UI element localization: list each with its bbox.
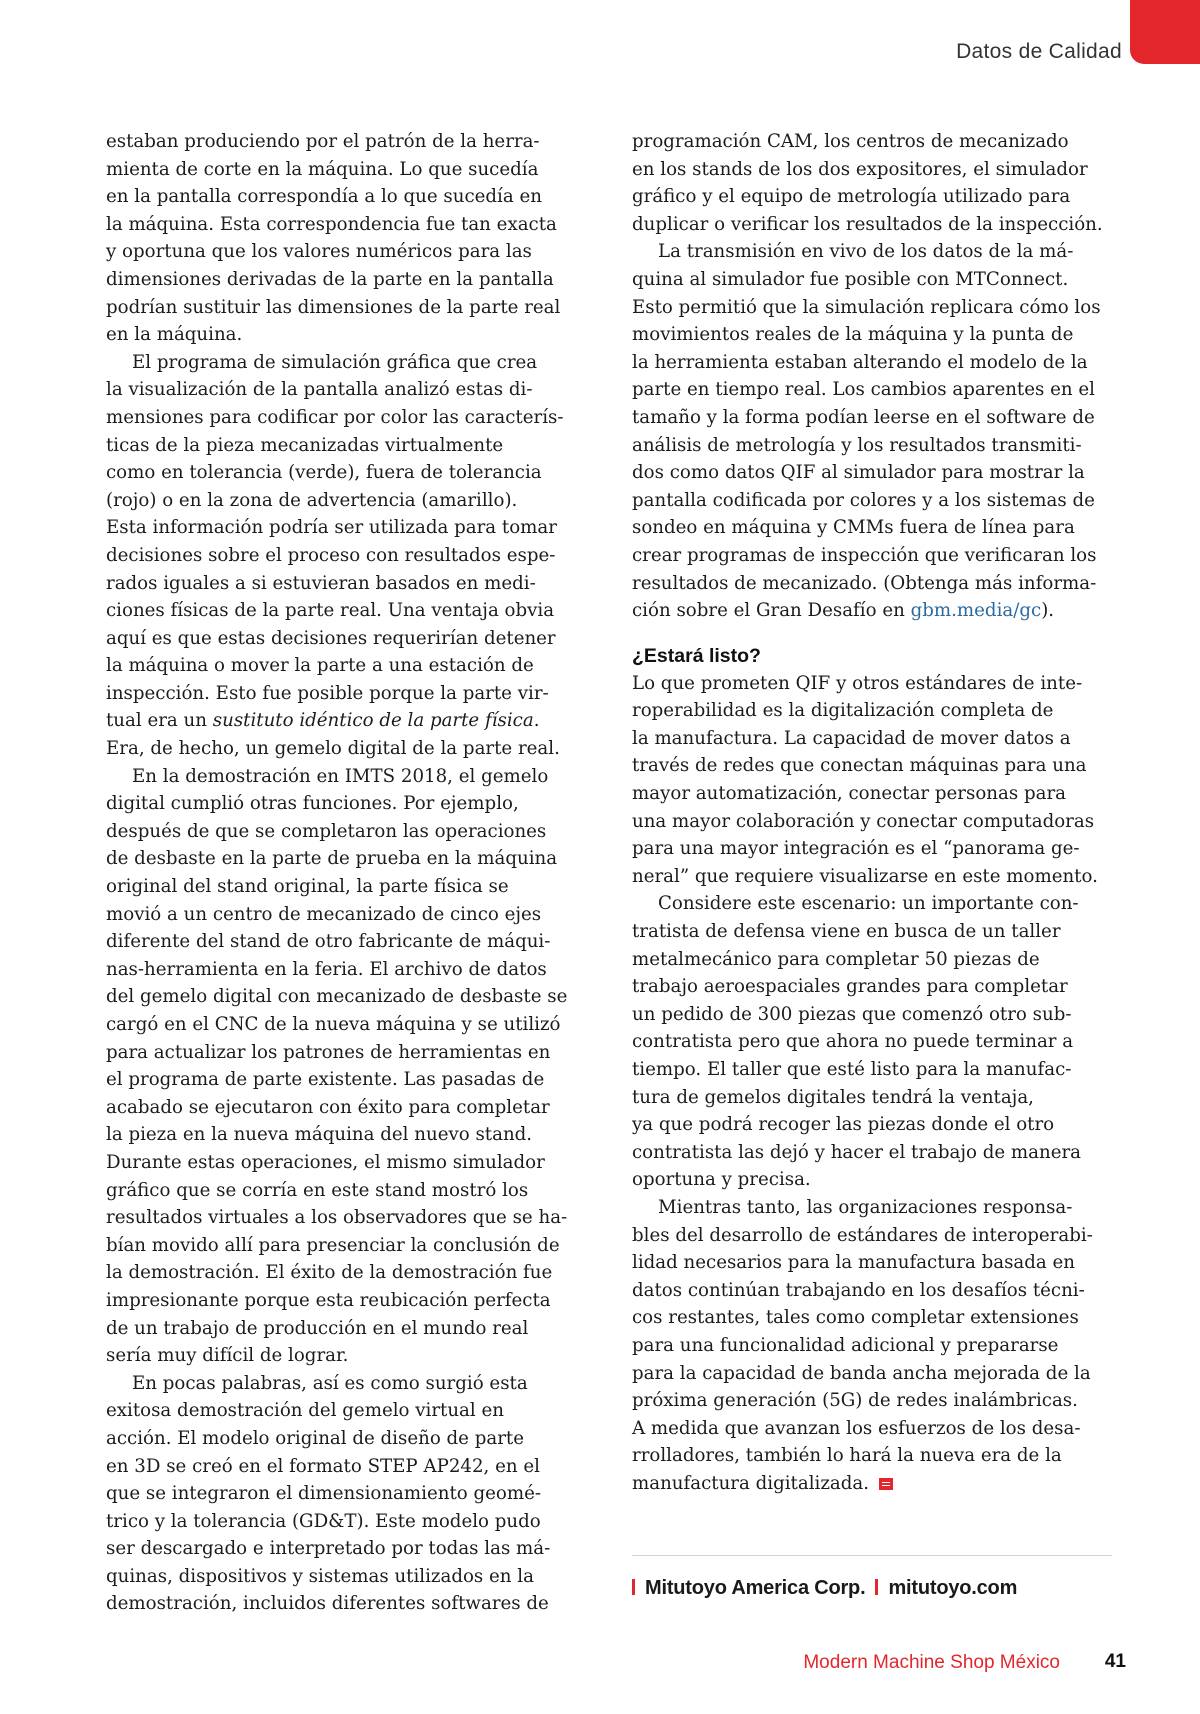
company-website-link[interactable]: mitutoyo.com — [888, 1577, 1018, 1599]
text-line: Esto permitió que la simulación replicara cómo los — [632, 296, 1101, 318]
text-line-lead: tual era un — [106, 710, 213, 732]
italic-phrase: sustituto idéntico de la parte física — [212, 710, 534, 732]
text-line: ser descargado e interpretado por todas las má- — [106, 1538, 551, 1560]
text-line: (rojo) o en la zona de advertencia (amarillo). — [106, 489, 518, 511]
text-line — [632, 597, 1112, 625]
section-title: Datos de Calidad — [956, 40, 1122, 63]
text-line: quina al simulador fue posible con MTConnect. — [632, 268, 1069, 290]
text-line: la demostración. El éxito de la demostración fue — [106, 1262, 553, 1284]
company-credit — [632, 1577, 1017, 1600]
text-line: tamaño y la forma podían leerse en el software de — [632, 406, 1095, 428]
text-line: gráfico y el equipo de metrología utilizado para — [632, 186, 1071, 208]
right-column — [632, 128, 1112, 1498]
text-line: resultados virtuales a los observadores que se ha- — [106, 1207, 568, 1229]
text-line: duplicar o verificar los resultados de la inspección. — [632, 213, 1103, 235]
text-line: través de redes que conectan máquinas para una — [632, 755, 1087, 777]
text-line: resultados de mecanizado. (Obtenga más informa- — [632, 572, 1097, 594]
text-line: próxima generación (5G) de redes inalámbricas. — [632, 1390, 1078, 1412]
text-line: impresionante porque esta reubicación perfecta — [106, 1289, 551, 1311]
text-line: bles del desarrollo de estándares de interoperabi- — [632, 1224, 1093, 1246]
section-corner-tab — [1130, 0, 1200, 64]
text-line: demostración, incluidos diferentes softwares de — [106, 1593, 549, 1615]
company-name: Mitutoyo America Corp. — [645, 1577, 866, 1599]
footer-publication: Modern Machine Shop México — [803, 1652, 1060, 1673]
text-line: para una funcionalidad adicional y prepararse — [632, 1334, 1059, 1356]
text-line: En pocas palabras, así es como surgió esta — [132, 1372, 528, 1394]
text-line: roperabilidad es la digitalización completa de — [632, 700, 1054, 722]
text-line: la máquina. Esta correspondencia fue tan exacta — [106, 213, 557, 235]
text-line: Lo que prometen QIF y otros estándares de inte- — [632, 672, 1083, 694]
text-line: y oportuna que los valores numéricos para las — [106, 241, 532, 263]
text-line: sería muy difícil de lograr. — [106, 1345, 349, 1367]
text-line: tratista de defensa viene en busca de un taller — [632, 921, 1061, 943]
text-line: la manufactura. La capacidad de mover datos a — [632, 727, 1071, 749]
gbm-media-link[interactable]: gbm.media/gc — [910, 600, 1042, 622]
text-line: sondeo en máquina y CMMs fuera de línea para — [632, 517, 1075, 539]
text-line: parte en tiempo real. Los cambios aparentes en el — [632, 379, 1095, 401]
left-column — [106, 128, 586, 1618]
text-line-last: manufactura digitalizada. — [632, 1472, 870, 1494]
text-line: en los stands de los dos expositores, el simulador — [632, 158, 1088, 180]
text-line: decisiones sobre el proceso con resultados espe- — [106, 544, 556, 566]
text-line: análisis de metrología y los resultados transmiti- — [632, 434, 1082, 456]
red-bar-marker — [875, 1579, 878, 1595]
text-line: gráfico que se corría en este stand mostró los — [106, 1179, 529, 1201]
text-line: trabajo aeroespaciales grandes para completar — [632, 976, 1068, 998]
text-line: de desbaste en la parte de prueba en la máquina — [106, 848, 558, 870]
text-line: en 3D se creó en el formato STEP AP242, en el — [106, 1455, 540, 1477]
text-line: como en tolerancia (verde), fuera de tolerancia — [106, 462, 542, 484]
text-line: dimensiones derivadas de la parte en la pantalla — [106, 268, 554, 290]
text-line: trico y la tolerancia (GD&T). Este modelo pudo — [106, 1510, 541, 1532]
text-line: acción. El modelo original de diseño de parte — [106, 1427, 524, 1449]
section-heading: ¿Estará listo? — [632, 644, 761, 667]
text-line: mayor automatización, conectar personas para — [632, 783, 1066, 805]
text-line: ya que podrá recoger las piezas donde el otro — [632, 1114, 1055, 1136]
text-line: contratista las dejó y hacer el trabajo de manera — [632, 1141, 1082, 1163]
page-number: 41 — [1104, 1651, 1126, 1672]
text-line: la pieza en la nueva máquina del nuevo stand. — [106, 1124, 533, 1146]
text-line: Esta información podría ser utilizada para tomar — [106, 517, 557, 539]
text-line: pantalla codificada por colores y a los sistemas de — [632, 489, 1095, 511]
text-line: en la máquina. — [106, 324, 243, 346]
text-line — [632, 1470, 1112, 1498]
text-line: inspección. Esto fue posible porque la parte vir- — [106, 682, 549, 704]
text-line: la herramienta estaban alterando el modelo de la — [632, 351, 1088, 373]
text-line: movió a un centro de mecanizado de cinco ejes — [106, 903, 542, 925]
text-line: Mientras tanto, las organizaciones responsa- — [658, 1196, 1073, 1218]
text-line: datos continúan trabajando en los desafíos técni- — [632, 1279, 1085, 1301]
text-line: cos restantes, tales como completar extensiones — [632, 1307, 1079, 1329]
text-line: El programa de simulación gráfica que crea — [132, 351, 538, 373]
text-line: en la pantalla correspondía a lo que sucedía en — [106, 186, 542, 208]
text-line: que se integraron el dimensionamiento geomé- — [106, 1483, 541, 1505]
text-line: para la capacidad de banda ancha mejorada de la — [632, 1362, 1091, 1384]
text-line: mienta de corte en la máquina. Lo que sucedía — [106, 158, 539, 180]
text-line: tiempo. El taller que esté listo para la manufac- — [632, 1059, 1072, 1080]
text-line: ciones físicas de la parte real. Una ventaja obvia — [106, 600, 555, 622]
text-line: digital cumplió otras funciones. Por ejemplo, — [106, 793, 519, 815]
text-line: neral” que requiere visualizarse en este momento. — [632, 865, 1098, 887]
text-line: una mayor colaboración y conectar computadoras — [632, 810, 1095, 832]
text-line: bían movido allí para presenciar la conclusión de — [106, 1234, 560, 1256]
text-line: nas-herramienta en la feria. El archivo de datos — [106, 958, 547, 980]
text-line: oportuna y precisa. — [632, 1169, 811, 1191]
text-line: cargó en el CNC de la nueva máquina y se utilizó — [106, 1014, 561, 1035]
text-line: exitosa demostración del gemelo virtual en — [106, 1400, 504, 1422]
text-line — [106, 707, 586, 735]
text-line-lead: ción sobre el Gran Desafío en — [632, 600, 911, 622]
end-of-article-icon — [879, 1478, 893, 1490]
text-line: mensiones para codificar por color las caracterís- — [106, 406, 564, 428]
text-line: del gemelo digital con mecanizado de desbaste se — [106, 986, 568, 1008]
text-line: crear programas de inspección que verificaran los — [632, 544, 1097, 566]
text-line: la máquina o mover la parte a una estación de — [106, 655, 534, 677]
text-line: Era, de hecho, un gemelo digital de la parte real. — [106, 738, 560, 760]
text-line: dos como datos QIF al simulador para mostrar la — [632, 462, 1085, 484]
text-line: A medida que avanzan los esfuerzos de los desa- — [632, 1417, 1081, 1439]
text-line: después de que se completaron las operaciones — [106, 820, 547, 842]
credit-divider — [632, 1555, 1112, 1556]
text-line: un pedido de 300 piezas que comenzó otro sub- — [632, 1003, 1072, 1025]
text-line: aquí es que estas decisiones requerirían detener — [106, 627, 556, 649]
text-line: lidad necesarios para la manufactura basada en — [632, 1252, 1075, 1274]
text-line: movimientos reales de la máquina y la punta de — [632, 324, 1074, 346]
text-line: el programa de parte existente. Las pasadas de — [106, 1069, 545, 1091]
text-line: diferente del stand de otro fabricante de máqui- — [106, 931, 551, 953]
text-line: la visualización de la pantalla analizó estas di- — [106, 379, 533, 401]
text-line: original del stand original, la parte física se — [106, 876, 509, 898]
text-line-tail: ). — [1041, 600, 1055, 622]
text-line: Considere este escenario: un importante con- — [658, 893, 1079, 915]
text-line: ticas de la pieza mecanizadas virtualmente — [106, 434, 504, 456]
text-line: En la demostración en IMTS 2018, el gemelo — [132, 765, 549, 787]
text-line: acabado se ejecutaron con éxito para completar — [106, 1096, 550, 1118]
text-line: quinas, dispositivos y sistemas utilizados en la — [106, 1565, 534, 1587]
text-line: para actualizar los patrones de herramientas en — [106, 1041, 551, 1063]
text-line: Durante estas operaciones, el mismo simulador — [106, 1151, 545, 1173]
red-bar-marker — [632, 1579, 635, 1595]
text-line: metalmecánico para completar 50 piezas de — [632, 948, 1040, 970]
text-line: de un trabajo de producción en el mundo real — [106, 1317, 529, 1339]
text-line-tail: . — [533, 710, 540, 732]
text-line: para una mayor integración es el “panorama ge- — [632, 838, 1080, 860]
text-line: rrolladores, también lo hará la nueva era de la — [632, 1445, 1062, 1467]
text-line: rados iguales a si estuvieran basados en medi- — [106, 572, 536, 594]
text-line: estaban produciendo por el patrón de la herra- — [106, 131, 540, 152]
text-line: contratista pero que ahora no puede terminar a — [632, 1031, 1074, 1053]
text-line: programación CAM, los centros de mecanizado — [632, 131, 1069, 152]
text-line: tura de gemelos digitales tendrá la ventaja, — [632, 1086, 1034, 1108]
text-line: La transmisión en vivo de los datos de la má- — [658, 241, 1074, 263]
text-line: podrían sustituir las dimensiones de la parte real — [106, 296, 561, 318]
